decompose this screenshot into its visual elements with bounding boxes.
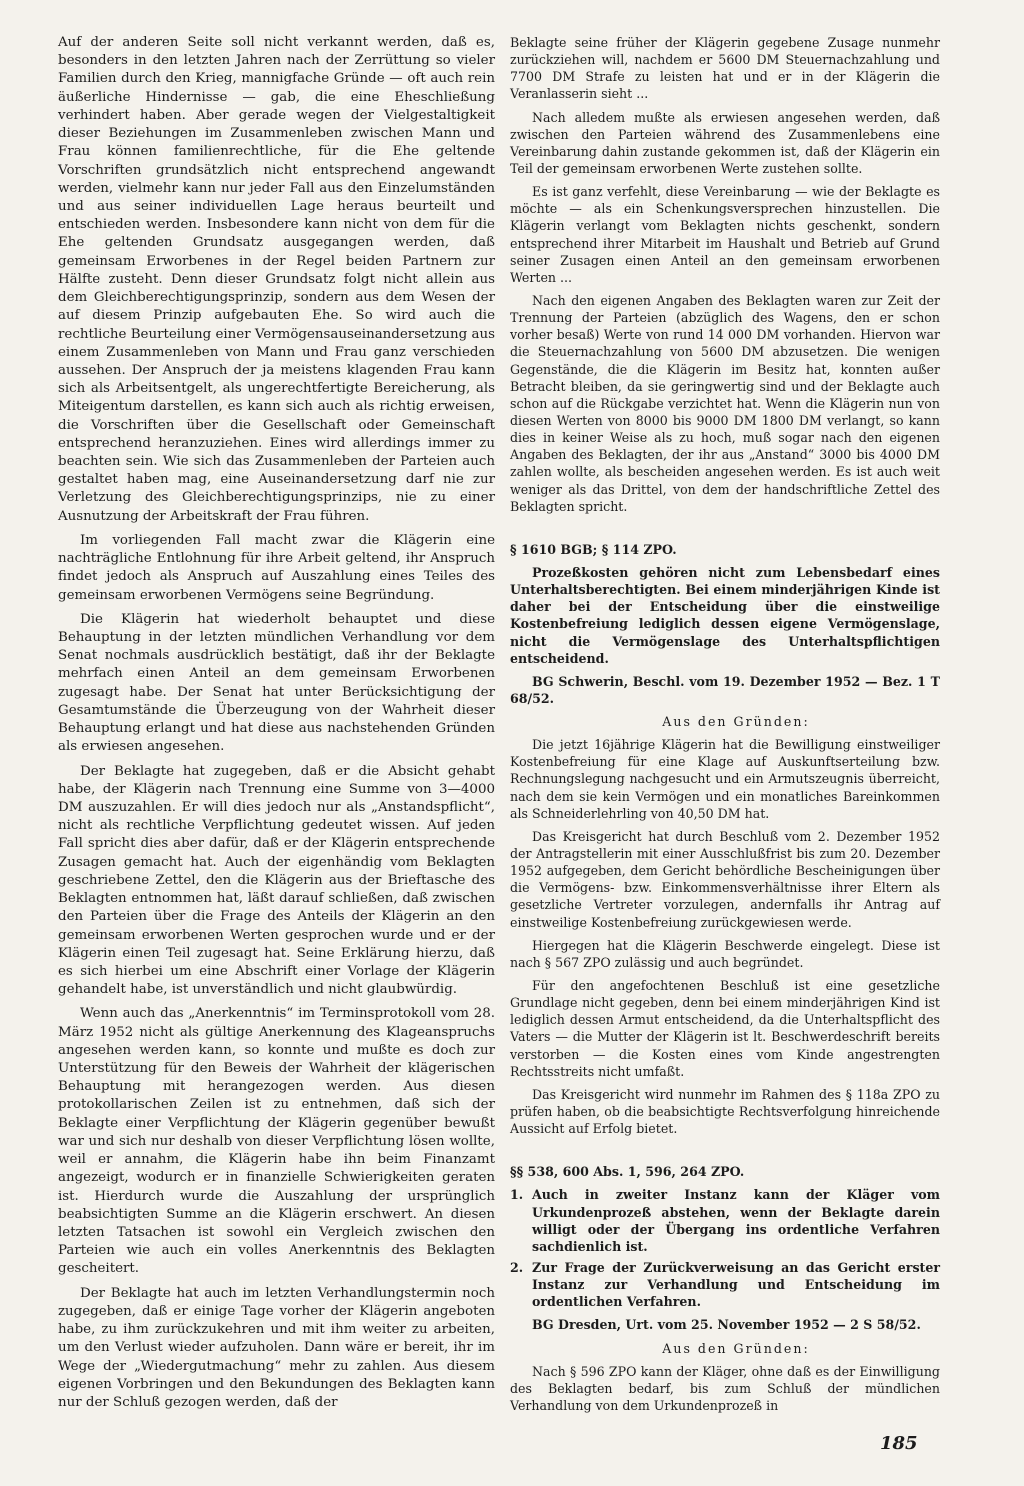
paragraph: Der Beklagte hat zugegeben, daß er die Absicht gehabt habe, der Klägerin nach Trennung eine Summe von 3—4000 DM auszuzahlen. Er will dies jedoch nur als „Anstandspflicht“, nicht als rechtliche Verpflichtung gedeutet wissen. Auf jeden Fall spricht dies aber dafür, daß er der Klägerin entsprechende Zusagen gemacht hat. Auch der eigenhändig vom Beklagten geschriebene Zettel, den die Klägerin aus der Brieftasche des Beklagten entnommen hat, läßt darauf schließen, daß zwischen den Parteien über die Frage des Anteils der Klägerin an den gemeinsam erworbenen Werten gesprochen wurde und er der Klägerin einen Teil zugesagt hat. Seine Erklärung hierzu, daß es sich hierbei um eine Abschrift einer Vorlage der Klägerin gehandelt habe, ist unverständlich und nicht glaubwürdig. [58, 763, 495, 998]
headnote-number: 1. [510, 1187, 524, 1203]
paragraph: Im vorliegenden Fall macht zwar die Klägerin eine nachträgliche Entlohnung für ihre Arbeit geltend, ihr Anspruch findet jedoch als Anspruch auf Auszahlung eines Teiles des gemeinsam erworbenen Vermögens seine Begründung. [58, 532, 495, 603]
paragraph: Es ist ganz verfehlt, diese Vereinbarung — wie der Beklagte es möchte — als ein Schenkungsversprechen hinzustellen. Die Klägerin verlangt vom Beklagten nichts geschenkt, sondern entsprechend ihrer Mitarbeit im Haushalt und Betrieb auf Grund seiner Zusagen einen Anteil an den gemeinsam erworbenen Werten ... [510, 184, 940, 285]
grounds-heading: Aus den Gründen: [662, 1340, 810, 1356]
headnote-number: 2. [510, 1260, 524, 1275]
case-headnote: Prozeßkosten gehören nicht zum Lebensbedarf eines Unterhaltsberechtigten. Bei einem minderjährigen Kinde ist daher bei der Entscheidung über die einstweilige Kostenbefreiung lediglich dessen eigene Vermögenslage, nicht die Vermögenslage des Unterhaltspflichtigen entscheidend. [510, 564, 940, 666]
case-citation: § 1610 BGB; § 114 ZPO. [510, 541, 677, 557]
headnote-list [510, 1186, 940, 1310]
headnote-text: Auch in zweiter Instanz kann der Kläger vom Urkundenprozeß abstehen, wenn der Beklagte darein willigt oder der Übergang ins ordentliche Verfahren sachdienlich ist. [532, 1187, 940, 1254]
paragraph: Nach alledem mußte als erwiesen angesehen werden, daß zwischen den Parteien während des Zusammenlebens eine Vereinbarung dahin zustande gekommen ist, daß der Klägerin ein Teil der gemeinsam erworbenen Werte zustehen sollte. [510, 109, 940, 176]
page-number: 185 [880, 1433, 918, 1454]
paragraph: Für den angefochtenen Beschluß ist eine gesetzliche Grundlage nicht gegeben, denn bei einem minderjährigen Kind ist lediglich dessen Armut entscheidend, da die Unterhaltspflicht des Vaters — die Mutter der Klägerin ist lt. Beschwerdeschrift bereits verstorben — die Kosten eines vom Kinde angestrengten Rechtsstreits nicht umfaßt. [510, 978, 940, 1079]
headnote-item [510, 1186, 940, 1255]
court-reference: BG Schwerin, Beschl. vom 19. Dezember 1952 — Bez. 1 T 68/52. [510, 673, 940, 706]
paragraph: Die jetzt 16jährige Klägerin hat die Bewilligung einstweiliger Kostenbefreiung für eine Klage auf Auskunftserteilung bzw. Rechnungslegung nachgesucht und ein Armutszeugnis überreicht, nach dem sie kein Vermögen und ein monatliches Bareinkommen als Schneiderlehrling von 40,50 DM hat. [510, 737, 940, 821]
paragraph: Wenn auch das „Anerkenntnis“ im Terminsprotokoll vom 28. März 1952 nicht als gültige Anerkennung des Klageanspruchs angesehen werden kann, so konnte und mußte es doch zur Unterstützung für den Beweis der Wahrheit der klägerischen Behauptung mit herangezogen werden. Aus diesen protokollarischen Zeilen ist zu entnehmen, daß sich der Beklagte einer Verpflichtung der Klägerin gegenüber bewußt war und sich nur deshalb von dieser Verpflichtung lösen wollte, weil er annahm, die Klägerin habe ihn beim Finanzamt angezeigt, wodurch er in finanzielle Schwierigkeiten geraten ist. Hierdurch wurde die Auszahlung der ursprünglich beabsichtigten Summe an die Klägerin erschwert. An diesen letzten Tatsachen ist sowohl ein Vergleich zwischen den Parteien wie auch ein volles Anerkenntnis des Beklagten gescheitert. [58, 1006, 495, 1277]
paragraph: Nach § 596 ZPO kann der Kläger, ohne daß es der Einwilligung des Beklagten bedarf, bis zum Schluß der mündlichen Verhandlung von dem Urkundenprozeß in [510, 1363, 940, 1413]
paragraph: Nach den eigenen Angaben des Beklagten waren zur Zeit der Trennung der Parteien (abzüglich des Wagens, den er schon vorher besaß) Werte von rund 14 000 DM vorhanden. Hiervon war die Steuernachzahlung von 5600 DM abzusetzen. Die wenigen Gegenstände, die die Klägerin im Besitz hat, konnten außer Betracht bleiben, da sie geringwertig sind und der Beklagte auch schon auf die Rückgabe verzichtet hat. Wenn die Klägerin nun von diesen Werten von 8000 bis 9000 DM 1800 DM verlangt, so kann dies in keiner Weise als zu hoch, muß sogar nach den eigenen Angaben des Beklagten, der ihr aus „Anstand“ 3000 bis 4000 DM zahlen wollte, als bescheiden angesehen werden. Es ist auch weit weniger als das Drittel, von dem der handschriftliche Zettel des Beklagten spricht. [510, 292, 940, 514]
grounds-heading: Aus den Gründen: [662, 714, 810, 730]
court-reference: BG Dresden, Urt. vom 25. November 1952 — 2 S 58/52. [532, 1317, 921, 1333]
paragraph: Das Kreisgericht wird nunmehr im Rahmen des § 118a ZPO zu prüfen haben, ob die beabsichtigte Rechtsverfolgung hinreichende Aussicht auf Erfolg bietet. [510, 1086, 940, 1137]
left-column [58, 34, 495, 1418]
headnote-item [510, 1259, 940, 1310]
paragraph: Das Kreisgericht hat durch Beschluß vom 2. Dezember 1952 der Antragstellerin mit einer Ausschlußfrist bis zum 20. Dezember 1952 aufgegeben, dem Gericht behördliche Bescheinigungen über die Vermögens- bzw. Einkommensverhältnisse ihrer Eltern als gesetzliche Vertreter vorzulegen, andernfalls ihr Antrag auf einstweilige Kostenbefreiung zurückgewiesen werde. [510, 828, 940, 930]
headnote-text: Zur Frage der Zurückverweisung an das Gericht erster Instanz zur Verhandlung und Entscheidung im ordentlichen Verfahren. [532, 1260, 940, 1310]
paragraph: Die Klägerin hat wiederholt behauptet und diese Behauptung in der letzten mündlichen Verhandlung vor dem Senat nochmals ausdrücklich bestätigt, daß ihr der Beklagte mehrfach einen Anteil an dem gemeinsam Erworbenen zugesagt habe. Der Senat hat unter Berücksichtigung der Gesamtumstände die Überzeugung von der Wahrheit dieser Behauptung erlangt und hat diese aus nachstehenden Gründen als erwiesen angesehen. [58, 611, 495, 755]
paragraph: Der Beklagte hat auch im letzten Verhandlungstermin noch zugegeben, daß er einige Tage vorher der Klägerin angeboten habe, zu ihm zurückzukehren und mit ihm weiter zu arbeiten, um den Verlust wieder aufzuholen. Dann wäre er bereit, ihr im Wege der „Wiedergutmachung“ mehr zu zahlen. Aus diesem eigenen Vorbringen und den Bekundungen des Beklagten kann nur der Schluß gezogen werden, daß der [58, 1285, 495, 1410]
paragraph: Beklagte seine früher der Klägerin gegebene Zusage nunmehr zurückziehen will, nachdem er 5600 DM Steuernachzahlung und 7700 DM Strafe zu leisten hat und er in der Klägerin die Veranlasserin sieht ... [510, 35, 940, 102]
paragraph: Hiergegen hat die Klägerin Beschwerde eingelegt. Diese ist nach § 567 ZPO zulässig und auch begründet. [510, 937, 940, 970]
paragraph: Auf der anderen Seite soll nicht verkannt werden, daß es, besonders in den letzten Jahren nach der Zerrüttung so vieler Familien durch den Krieg, mannigfache Gründe — oft auch rein äußerliche Hindernisse — gab, die eine Eheschließung verhindert haben. Aber gerade wegen der Vielgestaltigkeit dieser Beziehungen im Zusammenleben zwischen Mann und Frau können familienrechtliche, für die Ehe geltende Vorschriften grundsätzlich nicht entsprechend angewandt werden, vielmehr kann nur jeder Fall aus den Einzelumständen und aus seiner individuellen Lage heraus beurteilt und entschieden werden. Insbesondere kann nicht von dem für die Ehe geltenden Grundsatz ausgegangen werden, daß gemeinsam Erworbenes in der Regel beiden Partnern zur Hälfte zusteht. Denn dieser Grundsatz folgt nicht allein aus dem Gleichberechtigungsprinzip, sondern aus dem Wesen der auf diesem Prinzip aufgebauten Ehe. So wird auch die rechtliche Beurteilung einer Vermögensauseinandersetzung aus einem Zusammenleben von Mann und Frau ganz verschieden aussehen. Der Anspruch der ja meistens klagenden Frau kann sich als Arbeitsentgelt, als ungerechtfertigte Bereicherung, als Miteigentum darstellen, es kann sich auch als richtig erweisen, die Vorschriften über die Gesellschaft oder Gemeinschaft entsprechend heranzuziehen. Eines wird allerdings immer zu beachten sein. Wie sich das Zusammenleben der Parteien auch gestaltet haben mag, eine Auseinandersetzung darf nie zur Verletzung des Gleichberechtigungsprinzips, nie zu einer Ausnutzung der Arbeitskraft der Frau führen. [58, 35, 495, 524]
case-citation: §§ 538, 600 Abs. 1, 596, 264 ZPO. [510, 1164, 745, 1180]
right-column [510, 34, 940, 1420]
